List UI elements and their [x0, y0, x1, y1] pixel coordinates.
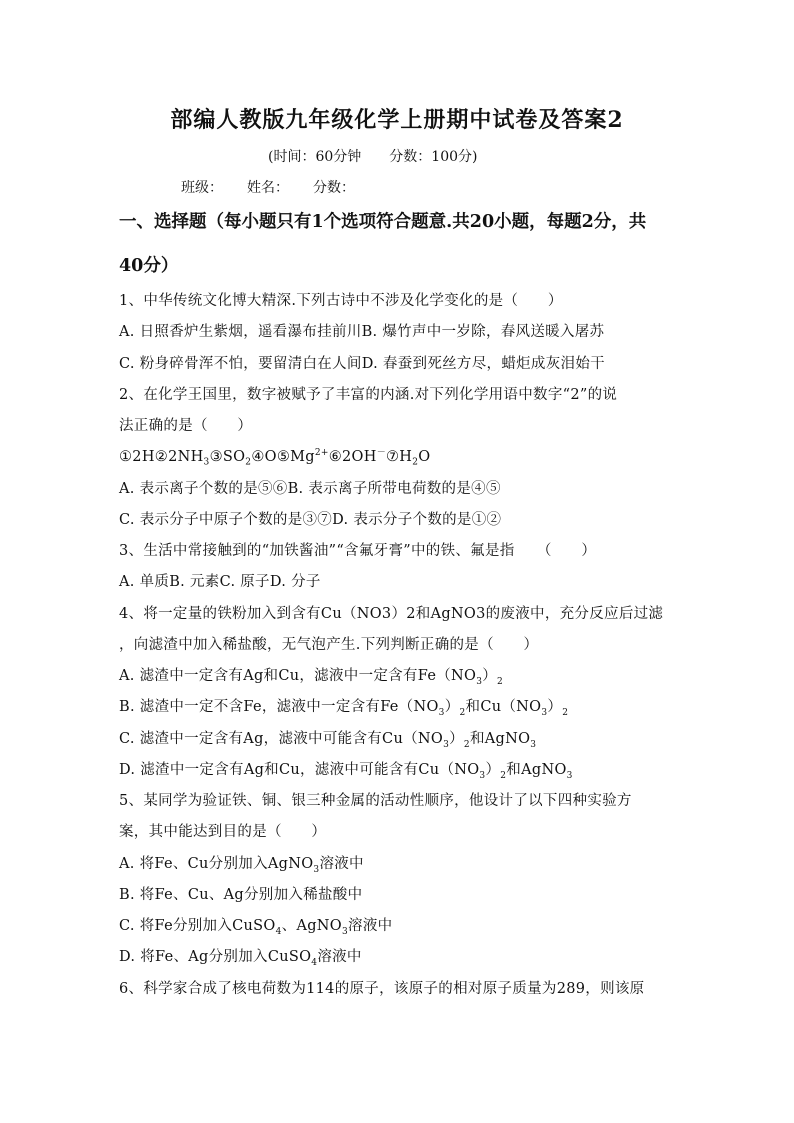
- option-text: B. 滤渣中一定不含Fe，滤液中一定含有Fe（NO: [119, 699, 439, 715]
- q4-option-d: [119, 758, 573, 781]
- q5-option-a: [119, 852, 364, 875]
- page-title: 部编人教版九年级化学上册期中试卷及答案2: [170, 107, 624, 133]
- option-text: 和AgNO: [469, 731, 531, 747]
- formula-part: ④O⑤Mg: [251, 448, 315, 465]
- subscript: 3: [443, 739, 450, 750]
- subscript: 3: [203, 457, 210, 468]
- section-heading-line2: 40分）: [119, 256, 179, 276]
- subscript: 4: [311, 957, 318, 968]
- q3-options: A. 单质B. 元素C. 原子D. 分子: [119, 574, 321, 590]
- option-text: ）: [482, 668, 498, 684]
- subscript: 2: [245, 457, 252, 468]
- option-text: C. 将Fe分别加入CuSO: [119, 918, 276, 934]
- option-text: 溶液中: [319, 856, 364, 872]
- option-text: ）: [547, 699, 563, 715]
- q2-stem-line2: 法正确的是（ ）: [119, 418, 253, 434]
- subscript: 3: [438, 707, 445, 718]
- q4-option-a: [119, 664, 503, 687]
- superscript: 2+: [314, 448, 329, 458]
- formula-part: ⑦H: [386, 448, 413, 465]
- option-text: D. 将Fe、Ag分别加入CuSO: [119, 949, 312, 965]
- option-text: A. 滤渣中一定含有Ag和Cu，滤液中一定含有Fe（NO: [119, 668, 477, 684]
- option-text: D. 滤渣中一定含有Ag和Cu，滤液中可能含有Cu（NO: [119, 762, 480, 778]
- option-text: A. 将Fe、Cu分别加入AgNO: [119, 856, 314, 872]
- subscript: 2: [500, 770, 507, 781]
- q5-option-c: [119, 914, 392, 937]
- formula-part: ①2H②2NH: [119, 448, 204, 465]
- student-info: [181, 177, 379, 197]
- q5-stem-line1: 5、某同学为验证铁、铜、银三种金属的活动性顺序，他设计了以下四种实验方: [119, 793, 632, 809]
- option-text: ）: [449, 731, 464, 747]
- q4-option-b: [119, 695, 568, 718]
- subscript: 2: [562, 707, 569, 718]
- option-text: 溶液中: [317, 949, 362, 965]
- formula-part: O: [418, 448, 431, 465]
- subscript: 3: [479, 770, 486, 781]
- subscript: 2: [412, 457, 419, 468]
- q1-options-ab: A. 日照香炉生紫烟，遥看瀑布挂前川B. 爆竹声中一岁除，春风送暖入屠苏: [119, 324, 605, 340]
- option-text: 、AgNO: [281, 918, 342, 934]
- q6-stem-line1: 6、科学家合成了核电荷数为114的原子，该原子的相对原子质量为289，则该原: [119, 981, 645, 997]
- q3-stem: 3、生活中常接触到的“加铁酱油”“含氟牙膏”中的铁、氟是指 （ ）: [119, 543, 597, 559]
- subscript: 2: [459, 707, 466, 718]
- option-text: 和AgNO: [506, 762, 567, 778]
- q2-options-cd: C. 表示分子中原子个数的是③⑦D. 表示分子个数的是①②: [119, 512, 502, 528]
- option-text: C. 滤渣中一定含有Ag，滤液中可能含有Cu（NO: [119, 731, 444, 747]
- section-heading-line1: 一、选择题（每小题只有1个选项符合题意.共20小题，每题2分，共: [119, 212, 647, 232]
- option-text: 和Cu（NO: [465, 699, 542, 715]
- subscript: 2: [463, 739, 470, 750]
- exam-meta: [268, 146, 505, 166]
- subscript: 4: [275, 926, 282, 937]
- score-label: 分数：: [313, 180, 355, 196]
- subscript: 3: [566, 770, 573, 781]
- total-score: 分数：100分): [389, 149, 478, 165]
- option-text: ）: [485, 762, 501, 778]
- subscript: 3: [476, 676, 483, 687]
- q1-options-cd: C. 粉身碎骨浑不怕，要留清白在人间D. 春蚕到死丝方尽，蜡炬成灰泪始干: [119, 356, 605, 372]
- option-text: 溶液中: [348, 918, 393, 934]
- q4-option-c: [119, 727, 536, 750]
- formula-part: ⑥2OH: [328, 448, 377, 465]
- subscript: 3: [313, 864, 320, 875]
- q4-stem-line2: ，向滤渣中加入稀盐酸，无气泡产生.下列判断正确的是（ ）: [119, 637, 539, 653]
- q5-option-d: [119, 945, 362, 968]
- time-limit: (时间：60分钟: [268, 149, 362, 165]
- q2-stem-line1: 2、在化学王国里，数字被赋予了丰富的内涵.对下列化学用语中数字“2”的说: [119, 387, 618, 403]
- subscript: 3: [530, 739, 537, 750]
- q4-stem-line1: 4、将一定量的铁粉加入到含有Cu（NO3）2和AgNO3的废液中，充分反应后过滤: [119, 606, 664, 622]
- name-label: 姓名：: [247, 180, 289, 196]
- q1-stem: 1、中华传统文化博大精深.下列古诗中不涉及化学变化的是（ ）: [119, 293, 563, 309]
- q5-option-b: B. 将Fe、Cu、Ag分别加入稀盐酸中: [119, 887, 363, 903]
- subscript: 3: [341, 926, 349, 937]
- option-text: ）: [444, 699, 460, 715]
- subscript: 3: [541, 707, 548, 718]
- class-label: 班级：: [181, 180, 223, 196]
- formula-part: ③SO: [209, 448, 246, 465]
- subscript: 2: [497, 676, 504, 687]
- q2-formulas: [119, 445, 430, 468]
- q2-options-ab: A. 表示离子个数的是⑤⑥B. 表示离子所带电荷数的是④⑤: [119, 481, 501, 497]
- superscript: －: [376, 448, 386, 458]
- q5-stem-line2: 案，其中能达到目的是（ ）: [119, 824, 327, 840]
